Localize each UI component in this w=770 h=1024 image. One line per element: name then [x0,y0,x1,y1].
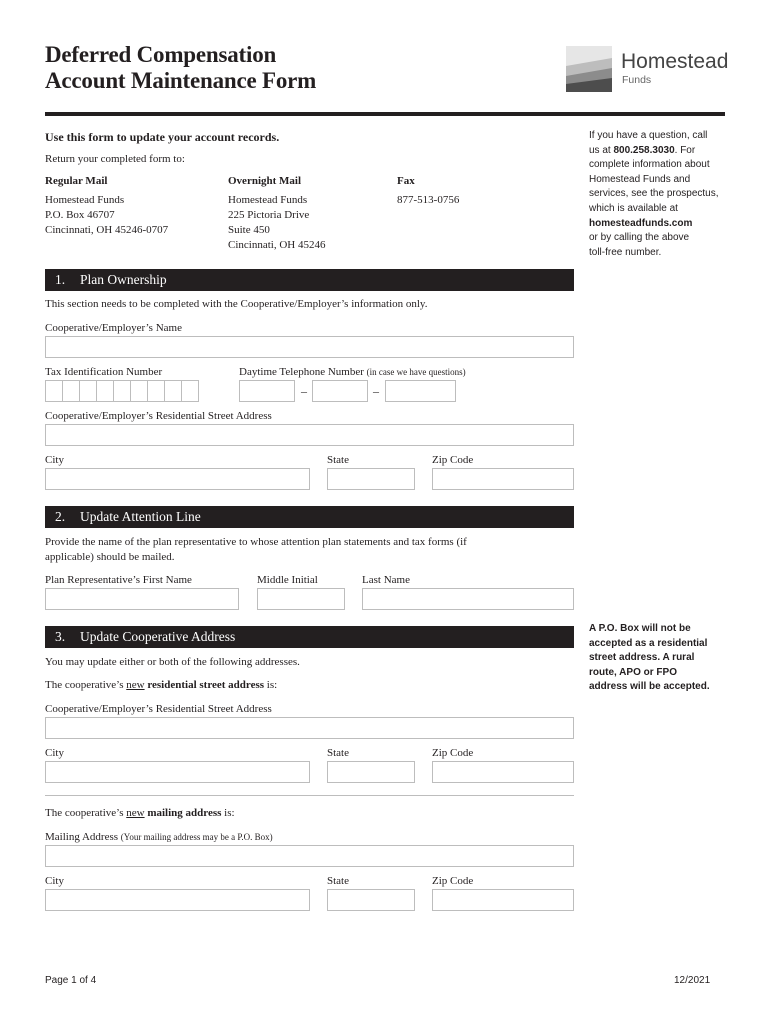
new-residential-heading [45,679,277,691]
description-line: applicable) should be mailed. [45,551,175,563]
new-zip-field[interactable] [432,761,574,783]
heading-bold: residential street address [144,679,265,691]
help-line: Homestead Funds and [589,173,691,185]
heading-text: is: [264,679,278,691]
sidebar-po-box-note [589,622,729,695]
zip-label: Zip Code [432,454,474,466]
help-line: which is available at [589,202,678,214]
help-line [589,144,729,159]
help-phone: 800.258.3030 [613,144,675,156]
tin-field[interactable] [45,380,205,402]
city-label: City [45,454,64,466]
mailing-state-field[interactable] [327,889,415,911]
intro-heading: Use this form to update your account records. [45,130,280,144]
description-line: Provide the name of the plan representative to whose attention plan statements and tax forms (if [45,536,467,548]
address-line: P.O. Box 46707 [45,209,115,221]
heading-text: is: [221,807,235,819]
logo-sub: Funds [622,74,652,86]
tin-label: Tax Identification Number [45,366,163,378]
fax-label: Fax [397,175,415,187]
mailing-address-label [45,831,273,843]
po-note-line: accepted as a residential [589,637,708,649]
section-number: 2. [55,509,66,524]
return-text: Return your completed form to: [45,153,185,165]
phone-line-field[interactable] [385,380,456,402]
tin-digit-box[interactable] [113,380,131,402]
mailing-state-label: State [327,875,349,887]
heading-bold: mailing address [144,807,222,819]
logo-name: Homestead [621,50,729,73]
state-label: State [327,454,349,466]
section-2-header [45,506,574,528]
mailing-city-label: City [45,875,64,887]
help-text: us at [589,144,614,156]
new-residential-address-field[interactable] [45,717,574,739]
help-line: complete information about [589,159,710,171]
section-3-description: You may update either or both of the following addresses. [45,656,300,668]
mailing-zip-field[interactable] [432,889,574,911]
phone-area-code-field[interactable] [239,380,295,402]
section-1-header [45,269,574,291]
employer-name-label: Cooperative/Employer’s Name [45,322,182,334]
mailing-zip-label: Zip Code [432,875,474,887]
help-line: If you have a question, call [589,130,708,141]
phone-label [239,366,466,378]
new-state-field[interactable] [327,761,415,783]
rep-first-name-field[interactable] [45,588,239,610]
section-2-description [45,535,467,565]
city-field[interactable] [45,468,310,490]
section-title: Update Cooperative Address [80,629,236,644]
employer-name-field[interactable] [45,336,574,358]
rep-last-name-field[interactable] [362,588,574,610]
help-line: toll-free number. [589,246,662,258]
heading-text: The cooperative’s [45,679,127,691]
help-line: services, see the prospectus, [589,188,719,200]
heading-new: new [126,807,145,819]
rep-first-name-label: Plan Representative’s First Name [45,574,192,586]
address-line: Suite 450 [228,224,270,236]
phone-dash: – [373,384,379,398]
employer-address-field[interactable] [45,424,574,446]
rep-last-name-label: Last Name [362,574,410,586]
tin-digit-box[interactable] [62,380,80,402]
heading-text: The cooperative’s [45,807,127,819]
title-line-1: Deferred Compensation [45,42,277,67]
employer-address-label: Cooperative/Employer’s Residential Street Address [45,410,272,422]
po-note-line: route, APO or FPO [589,666,677,678]
overnight-mail-label: Overnight Mail [228,175,302,187]
new-city-field[interactable] [45,761,310,783]
mailing-note: (Your mailing address may be a P.O. Box) [120,832,273,842]
mailing-city-field[interactable] [45,889,310,911]
section-1-description: This section needs to be completed with the Cooperative/Employer’s information only. [45,298,428,310]
section-title: Plan Ownership [80,272,167,287]
new-state-label: State [327,747,349,759]
section-title: Update Attention Line [80,509,201,524]
mailing-address-field[interactable] [45,845,574,867]
zip-field[interactable] [432,468,574,490]
new-city-label: City [45,747,64,759]
fax-number: 877-513-0756 [397,194,460,206]
tin-digit-box[interactable] [130,380,148,402]
page-number: Page 1 of 4 [45,975,97,986]
address-line: Cincinnati, OH 45246-0707 [45,224,169,236]
sidebar-help-text [589,129,729,260]
state-field[interactable] [327,468,415,490]
address-line: Homestead Funds [45,194,125,206]
form-title [45,42,316,94]
address-line: Cincinnati, OH 45246 [228,239,326,251]
new-residential-address-label: Cooperative/Employer’s Residential Street Address [45,703,272,715]
rep-middle-initial-label: Middle Initial [257,574,318,586]
tin-digit-box[interactable] [45,380,63,402]
title-line-2: Account Maintenance Form [45,68,317,93]
help-website-link[interactable]: homesteadfunds.com [589,217,693,229]
phone-label-text: Daytime Telephone Number [239,366,364,378]
tin-digit-box[interactable] [181,380,199,402]
overnight-mail-address [228,193,325,253]
heading-new: new [126,679,145,691]
tin-digit-box[interactable] [147,380,165,402]
po-note-line: A P.O. Box will not be [589,623,691,634]
new-zip-label: Zip Code [432,747,474,759]
homestead-logo-icon [566,46,612,92]
regular-mail-label: Regular Mail [45,175,108,187]
section-3-header [45,626,574,648]
form-date: 12/2021 [674,975,711,986]
phone-note: (in case we have questions) [366,367,466,377]
regular-mail-address [45,193,168,238]
new-mailing-heading [45,807,235,819]
tin-digit-box[interactable] [164,380,182,402]
rep-middle-initial-field[interactable] [257,588,345,610]
section-3-divider [45,795,574,796]
address-line: Homestead Funds [228,194,308,206]
header-divider [45,112,725,116]
section-number: 1. [55,272,66,287]
phone-dash: – [301,384,307,398]
tin-digit-box[interactable] [79,380,97,402]
section-number: 3. [55,629,66,644]
address-line: 225 Pictoria Drive [228,209,310,221]
po-note-line: address will be accepted. [589,681,710,693]
po-note-line: street address. A rural [589,652,695,664]
tin-digit-box[interactable] [96,380,114,402]
mailing-label-text: Mailing Address [45,831,119,843]
phone-prefix-field[interactable] [312,380,368,402]
help-text: . For [674,144,696,156]
help-line: or by calling the above [589,232,690,244]
